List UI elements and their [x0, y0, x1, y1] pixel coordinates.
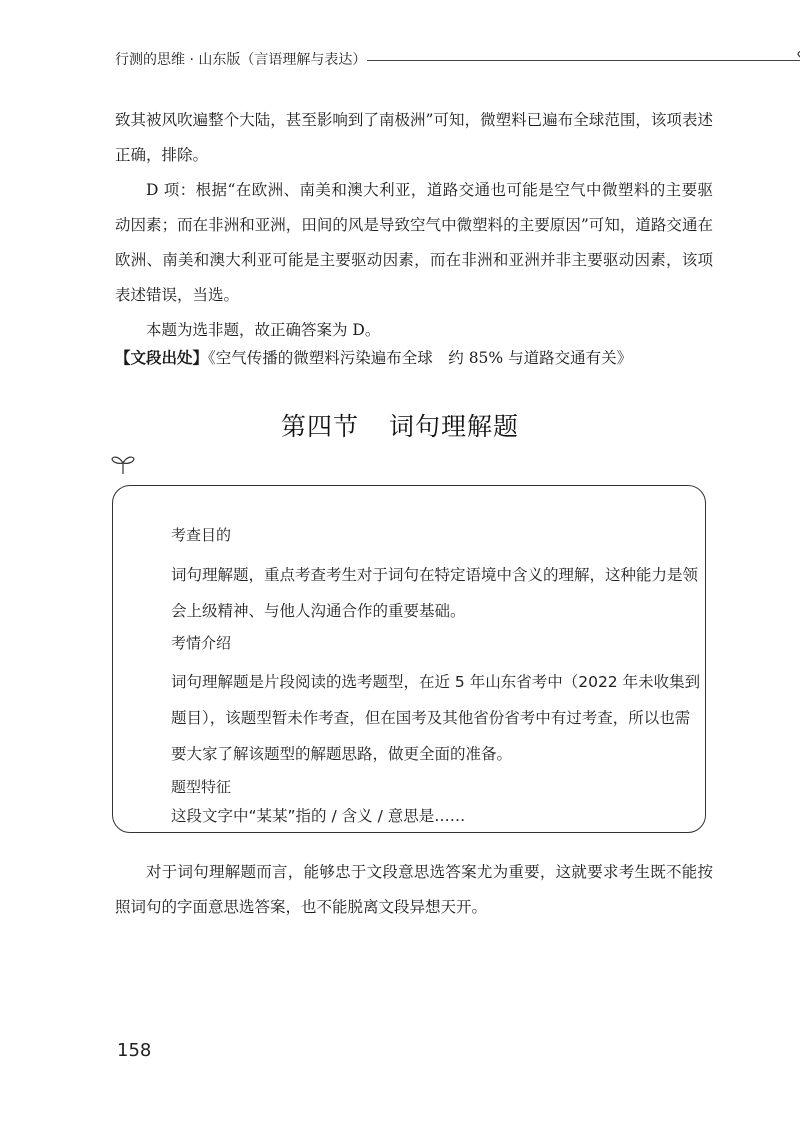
sprout-icon: [110, 452, 136, 476]
source-label: 【文段出处】: [115, 349, 209, 367]
box-text-situation: 词句理解题是片段阅读的选考题型，在近 5 年山东省考中（2022 年未收集到题目），该题型暂未作考查，但在国考及其他省份省考中有过考查，所以也需要大家了解该题型的解题思路，做更全面的准备。: [171, 673, 701, 763]
paragraph-option-d: D 项：根据“在欧洲、南美和澳大利亚，道路交通也可能是空气中微塑料的主要驱动因素；而在非洲和亚洲，田间的风是导致空气中微塑料的主要原因”可知，道路交通在欧洲、南美和澳大利亚可能是主要驱动因素，而在非洲和亚洲并非主要驱动因素，该项表述错误，当选。: [115, 181, 713, 304]
page-number: 158: [117, 1040, 152, 1061]
paragraph-conclusion: 对于词句理解题而言，能够忠于文段意思选答案尤为重要，这就要求考生既不能按照词句的字面意思选答案，也不能脱离文段异想天开。: [115, 863, 713, 916]
sprout-icon: [795, 46, 800, 72]
box-heading-features: 题型特征: [171, 778, 232, 796]
paragraph-answer: 本题为选非题，故正确答案为 D。: [146, 321, 381, 339]
paragraph-option-c-end: 致其被风吹遍整个大陆，甚至影响到了南极洲”可知，微塑料已遍布全球范围，该项表述正确，排除。: [115, 111, 713, 164]
header-rule: [367, 60, 800, 61]
source-text: 《空气传播的微塑料污染遍布全球 约 85% 与道路交通有关》: [208, 349, 633, 367]
box-heading-situation: 考情介绍: [171, 634, 232, 652]
box-text-purpose: 词句理解题，重点考查考生对于词句在特定语境中含义的理解，这种能力是领会上级精神、与他人沟通合作的重要基础。: [171, 566, 699, 620]
section-number: 第四节: [280, 412, 359, 441]
header-title: 行测的思维 · 山东版（言语理解与表达）: [115, 49, 372, 69]
running-header: [115, 46, 715, 72]
box-heading-purpose: 考查目的: [171, 526, 232, 544]
box-text-features: 这段文字中“某某”指的 / 含义 / 意思是……: [171, 807, 466, 825]
paragraph-source: [115, 341, 735, 376]
section-title: [0, 407, 800, 443]
info-box: [112, 485, 706, 833]
section-name: 词句理解题: [389, 412, 520, 441]
